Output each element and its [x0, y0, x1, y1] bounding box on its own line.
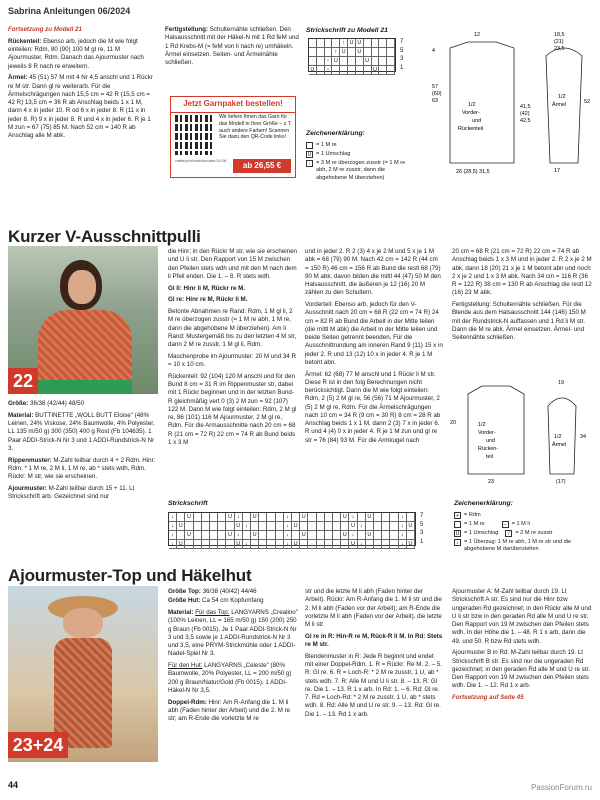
- svg-text:und: und: [472, 118, 481, 124]
- schematic-22: [448, 376, 596, 494]
- section2-column-3: Ajourmuster A: M-Zahl teilbar durch 19. Lt Strickschrift A str. Es sind nur die Hinr bzw ungeraden Rd gezeichnet; in den Rückr alle M und U li str bzw in den geraden Rd alle M und U re str. Den Rapport von 19 M zwischen den Pfeilen stets wdh. In der Höhe die 1. – 48. R 1 x arb, dann die 49. und 50. R bzw Rd stets wdh. Ajourmuster B in Rd: M-Zahl teilbar durch 19. Lt Strickschrift B str. Es sind nur die ungeraden Rd gezeichnet; in den geraden Rd alle M und U re str. Den Rapport von 19 M zwischen den Pfeilen stets wdh. Die 1. – 12. Rd 1 x arb. Fortsetzung auf Seite 45: [452, 588, 592, 701]
- svg-text:Vorder-: Vorder-: [478, 430, 496, 436]
- model-number-badge-22: 22: [8, 368, 38, 394]
- chart-21-row-numbers: 7 5 3 1: [400, 39, 404, 71]
- sleeve-text: Ärmel: 45 (51) 57 M mit 4 Nr 4,5 anschl und 1 Rückr re M str. Dann gl re weiterarb. Für die Ärmelschrägungen nach 15,5 cm = 42 R (15,5 cm = 42 R) 13,5 cm = 36 R ab Anschlag beids 1 x 1 M, dann 4 x in jeder 10. R od 6 x in jeder 8. R (11 x in jeder 8. R) 9 x in jeder 8. R und 4 x in jeder 6. R je 1 M zun = 67 (75) 85 M. Nach 52 cm = 140 R ab Anschlag alle M abk.: [8, 74, 153, 139]
- stitch-chart-22: ↓ U U ↓ U ↓ U U ↓ U ↓ ↓ U U ↓ ↓ U U ↓ ↓ U ↓ U U ↓ U ↓ U U ↓ U ↓ ↓ U U ↓ ↓ U U ↓ ↓ U: [168, 512, 416, 546]
- material-text: Material: BUTTINETTE „WOLL BUTT Eloise" (48% Leinen, 24% Viskose, 24% Baumwolle, 4% Polyester, LL 135 m/50 g) 300 (350) 400 g Rost (Fb 104635). 1 Paar ADDI-Strick-N Nr 3 und 1 ADDI-Rundstrick-N Nr 3.: [8, 411, 155, 452]
- continuation-heading: Fortsetzung zu Modell 21: [8, 26, 82, 33]
- svg-text:1/2: 1/2: [468, 102, 476, 108]
- svg-text:Ärmel: Ärmel: [552, 442, 567, 448]
- svg-text:41,5: 41,5: [520, 104, 531, 110]
- svg-text:23,5: 23,5: [554, 46, 565, 52]
- svg-text:1/2: 1/2: [478, 422, 486, 428]
- svg-text:(42): (42): [520, 111, 530, 117]
- finishing-text: Fertigstellung: Schulternähte schließen. Den Halsausschnitt mit der Häkel-N mit 1 Rd feM und 1 Rd Krebs-M (= feM von li nach re) umhäkeln. Ärmel einsetzen. Seiten- und Ärmelnähte schließen.: [165, 26, 299, 66]
- svg-text:20: 20: [450, 420, 456, 426]
- top-column-2: [165, 26, 299, 71]
- legend-title-22: Zeichenerklärung:: [454, 500, 513, 507]
- svg-text:(60): (60): [432, 91, 442, 97]
- section1-column-4: 20 cm = 68 R (21 cm = 72 R) 22 cm = 74 R ab Anschlag beids 1 x 3 M und in jeder 2. R 2 x je 2 M abk, dann 18 (20) 21 x je 1 M betont abn und noch 2 x je 2 und 1 x 3 M abk. Nach 34 cm = 116 R (36 R = 122 R) 38 cm = 130 R ab Anschlag die restl 12 (16) 23 M abk. Fertigstellung: Schulternähte schließen. Für die Blende aus dem Halsausschnitt 144 (146) 150 M mit der Rundstrick-N auffassen und 1 Rd li M str. Dann die M re abk. Ärmel einsetzen. Ärmel- und Seitennähte schließen.: [452, 248, 592, 341]
- svg-text:12: 12: [474, 32, 480, 38]
- svg-text:4: 4: [432, 48, 435, 54]
- svg-text:und: und: [486, 438, 495, 444]
- svg-text:19: 19: [558, 380, 564, 386]
- section1-column-3: und in jeder 2. R 2 (3) 4 x je 2 M und 5 x je 1 M abk = 68 (79) 90 M. Nach 42 cm = 142 R (44 cm = 150 R) 46 cm = 156 R ab Bund die restl 68 (79) 90 M abk, davon bilden die mittl 44 (47) 50 M den Halsausschnitt, die äußeren je 12 (16) 20 M zählen zu den Schultern. Vorderteil: Ebenso arb, jedoch für den V-Ausschnitt nach 20 cm = 68 R (22 cm = 74 R) 24 cm = 82 R ab Bund die Arbeit in der Mitte teilen (die mittl M abk) die Arbeit in der Mitte teilen und beide Seiten getrennt beenden. Für die Ausschnittrundung am inneren Rand 9 (11) 15 x in jeder 2. R und 13 (12) 10 x in jeder 4. R je 1 M betont abn. Ärmel: 62 (68) 77 M anschl und 1 Rückr li M str. Diese R ist in den folg Berechnungen nicht berücksichtigt. Dann die M wie folgt einteilen: Rdm, 2 (5) 2 M gl re, 56 (56) 71 M Ajourmuster, 2 (5) 2 M gl re, Rdm. Für die Ärmelschrägungen nach 10 cm = 34 R (9 cm = 30 R) 8 cm = 28 R ab Anschlag beids 1 x 1 M, dann 2 (3) 7 x in jeder 6. R und 4 (4) 0 x in jeder 4. R je 1 M zun und gl re str = 76 (84) 93 M. Für die Armkugel nach: [305, 248, 443, 444]
- svg-text:26 (28,5) 31,5: 26 (28,5) 31,5: [456, 169, 490, 175]
- schematic-21: [428, 28, 592, 178]
- watermark: PassionForum.ru: [531, 783, 592, 793]
- page-number: 44: [8, 780, 19, 791]
- svg-text:Rücken-: Rücken-: [478, 446, 499, 452]
- legend-title-21: Zeichenerklärung:: [306, 130, 365, 137]
- svg-text:(17): (17): [556, 479, 566, 485]
- svg-text:23: 23: [488, 479, 494, 485]
- section-title-v-neck: Kurzer V-Ausschnittpulli: [8, 227, 201, 246]
- stitch-chart-21: ↑ U U ↑ U U ↑ U U U ↑ U: [308, 38, 396, 72]
- svg-text:(21): (21): [554, 39, 564, 45]
- section1-column-1: [8, 400, 160, 505]
- promo-title: Jetzt Garnpaket bestellen!: [171, 97, 295, 113]
- chart-title-21: Strickschrift zu Modell 21: [306, 27, 388, 34]
- yarn-promo-box[interactable]: [170, 96, 296, 178]
- svg-text:18,5: 18,5: [554, 32, 565, 38]
- promo-link[interactable]: craftery.link/strickmuster/24-06: [175, 159, 227, 163]
- section-title-lace-top: Ajourmuster-Top und Häkelhut: [8, 566, 252, 585]
- section1-column-2: die Hinr; in den Rückr M str, wie sie erscheinen und U li str. Den Rapport von 15 M zwischen den Pfeilen stets wdh und mit den M nach dem li Pfeil enden. Die 1. – 8. R stets wdh. Gl li: Hinr li M, Rückr re M. Gl re: Hinr re M, Rückr li M. Betonte Abnahmen re Rand: Rdm, 1 M gl li, 2 M re überzogen zusstr (= 1 M re abh, 1 M re, dann die abgehobene M überziehen). Am li Rand: Mustergemäß bis zu den letzten 4 M str, dann 2 M re zusstr, 1 M gl li, Rdm. Maschenprobe im Ajourmuster: 20 M und 34 R = 10 x 10 cm. Rückenteil: 92 (104) 120 M anschl und für den Bund 8 cm = 31 R im Rippenmuster str, dabei mit 1 Rückr beginnen und in der letzten Bund-R gleichmäßig vert 0 (3) 2 M zun = 92 (107) 122 M. Dann M wie folgt einteilen: Rdm, 2 M gl re, 86 (101) 116 M Ajourmuster, 2 M gl re, Rdm. Für die Armausschnitte nach 20 cm = 68 R (21 cm = 72 R) 22 cm = 74 R ab Bund beids 1 x 3 M: [168, 248, 297, 446]
- svg-text:Ärmel: Ärmel: [552, 102, 567, 108]
- legend-21: = 1 M re U = 1 Umschlag ↑ = 3 M re überzogen zusstr (= 1 M re abh, 2 M re zusstr, dann die abgehobene M überziehen): [307, 142, 406, 181]
- page-header: Sabrina Anleitungen 06/2024: [8, 6, 131, 16]
- rib-pattern-text: Rippenmuster: M-Zahl teilbar durch 4 + 2 Rdm. Hinr: Rdm, * 1 M re, 2 M li, 1 M re, ab * stets wdh, Rdm. Rückr: M str, wie sie erscheinen.: [8, 456, 156, 480]
- lace-pattern-text: Ajourmuster: M-Zahl teilbar durch 15 + 11. Lt Strickschrift arb. Gezeichnet sind nur: [8, 484, 135, 500]
- price-badge: ab 26,55 €: [233, 159, 291, 173]
- model-number-badge-23-24: 23+24: [8, 732, 68, 758]
- svg-text:57: 57: [432, 84, 438, 90]
- svg-text:52: 52: [584, 99, 590, 105]
- sizes-text: Größe: 36/38 (42/44) 48/50: [8, 400, 85, 407]
- back-panel-text: Rückenteil: Ebenso arb, jedoch die M wie folgt einteilen: Rdm, 80 (90) 100 M gl re, 11 M Ajourmuster, Rdm. Danach das Ajourmuster nach jeweils 8 R nach re erweitern.: [8, 37, 144, 70]
- front-back-outline: [468, 386, 524, 474]
- svg-text:17: 17: [554, 168, 560, 174]
- svg-text:42,5: 42,5: [520, 118, 531, 124]
- sleeve-outline: [548, 398, 576, 474]
- chart-22-row-numbers: 7 5 3 1: [420, 513, 424, 545]
- section2-column-2: str und die letzte M li abh (Faden hinter der Arbeit). Rückr: Am R-Anfang die 1. M li str und die 2. M li abh (Faden vor der Arbeit); am R-Ende die vorletzte M li abh (Faden vor der Arbeit), die letzte M li str. Gl re in R: Hin-R re M, Rück-R li M. In Rd: Stets re M str. Blendenmuster in R: Jede R beginnt und endet mit einer Doppel-Rdm. 1. R = Rückr: Re M. 2. – 5. R: Gl re. 6. R = Loch-R: * 2 M re zusstr, 1 U, ab * stets wdh. 7. R: Alle M und U li str. 8. – 13. R: Gl re. Die 1. – 13. R 1 x arb. In Rd: 1. – 6. Rd: Gl re. 7. Rd = Loch-Rd: * 2 M re zusstr, 1 U, ab * stets wdh. 8. Rd: Alle M und U re str. 9. – 13. Rd: Gl re. Die 1. – 13. Rd 1 x arb.: [305, 588, 443, 718]
- continued-note: Fortsetzung auf Seite 45: [452, 694, 524, 701]
- front-back-outline: [450, 42, 514, 163]
- svg-text:1/2: 1/2: [558, 94, 566, 100]
- top-column-1: [8, 26, 156, 144]
- svg-text:Vorder-: Vorder-: [462, 110, 480, 116]
- legend-22: + = Rdm = 1 M re – = 1 M li U = 1 Umschlag / = 2 M re zusstr ↓ = 1 Überzug: 1 M re abh, 1 M re str und die abgehobene M darüberziehen: [455, 512, 572, 552]
- svg-text:teil: teil: [486, 454, 493, 460]
- chart-title-22: Strickschrift: [168, 500, 208, 507]
- promo-text: Wir liefern Ihnen das Garn für das Modell in Ihrer Größe – z.T. auch andere Farben! Scannen Sie dazu den QR-Code links!: [219, 114, 292, 141]
- svg-text:Rückenteil: Rückenteil: [458, 126, 484, 132]
- section2-column-1: Größe Top: 36/38 (40/42) 44/46 Größe Hut: Ca 54 cm Kopfumfang Material: Für das Top: LANGYARNS „Crealino" (100% Leinen, LL = 165 m/50 g) 150 (200) 250 g Braun (Fb 0015). Je 1 Paar ADDI-Strick-N Nr 3 und 3,5 sowie je 1 ADDI-Rundstrick-N Nr 3 und 3,5, eine PRYM-Strickmühle oder 1 ADDI-Nadel-Spiel Nr 3. Für den Hut: LANGYARNS „Celeste" (80% Baumwolle, 20% Polyester, LL = 200 m/50 g) 200 g Braun/Natur/Gold (Fb 0015). 1 ADDI-Häkel-N Nr 3,5. Doppel-Rdm: Hinr: Am R-Anfang die 1. M li abh (Faden hinter der Arbeit) und die 2. M re str; am R-Ende die vorletzte M re: [168, 588, 298, 722]
- svg-text:34: 34: [580, 434, 586, 440]
- svg-text:63: 63: [432, 98, 438, 104]
- svg-text:1/2: 1/2: [554, 434, 562, 440]
